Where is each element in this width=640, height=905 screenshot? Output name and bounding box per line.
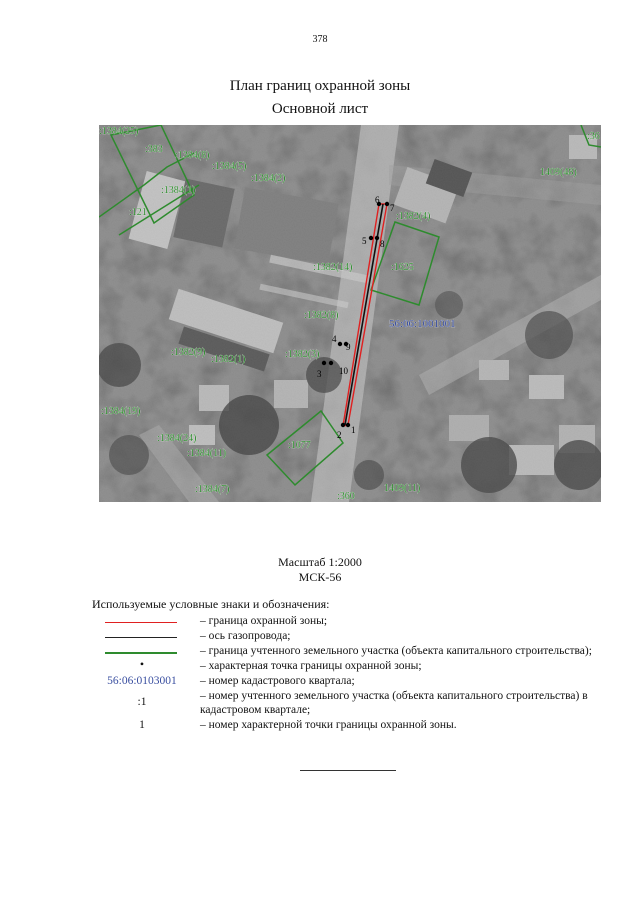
characteristic-point: [329, 361, 333, 365]
point-number-symbol: 1: [139, 719, 145, 731]
parcel-label: :1382(9): [171, 347, 206, 358]
legend-desc: – ось газопровода;: [200, 630, 291, 642]
point-symbol: •: [139, 657, 145, 671]
aerial-photo: [99, 125, 601, 502]
red-line-symbol: [105, 622, 177, 623]
parcel-label: :1384(7): [195, 484, 230, 495]
point-number: 3: [317, 369, 322, 379]
legend-desc: – номер кадастрового квартала;: [200, 675, 355, 687]
legend-item-parcel-number: [92, 689, 612, 717]
green-line-symbol: [105, 652, 177, 654]
parcel-label: :1384(2): [251, 173, 286, 184]
parcel-label: :1382(1): [211, 354, 246, 365]
point-number: 9: [346, 342, 351, 352]
legend-desc: – граница учтенного земельного участка (объекта капитального строительства);: [200, 645, 592, 657]
point-number: 8: [380, 239, 385, 249]
legend-heading: Используемые условные знаки и обозначения:: [92, 597, 330, 611]
cadastral-quarter-label: 56:06:1001001: [389, 318, 456, 330]
page-title: План границ охранной зоны: [229, 78, 411, 94]
point-number: 1: [351, 425, 356, 435]
map-svg: [99, 125, 601, 502]
parcel-label: :1384(1): [161, 185, 196, 196]
legend-item-protection-zone: [92, 614, 612, 628]
point-number: 7: [390, 203, 395, 213]
characteristic-point: [385, 202, 389, 206]
parcel-label: :1382(4): [396, 211, 431, 222]
legend-item-point-number: [92, 718, 612, 732]
legend-item-pipeline-axis: [92, 629, 612, 643]
parcel-label: 1409(11): [384, 483, 421, 494]
parcel-label: :1384(5): [212, 161, 247, 172]
point-number: 6: [375, 195, 380, 205]
page-subtitle: Основной лист: [271, 101, 369, 117]
parcel-label: :1382(3): [285, 349, 320, 360]
legend-item-cadastral-quarter: [92, 674, 612, 688]
parcel-label: :1384(8): [175, 150, 210, 161]
characteristic-point: [369, 236, 373, 240]
legend-desc: – характерная точка границы охранной зоны;: [200, 660, 422, 672]
legend-desc: – номер характерной точки границы охранной зоны.: [200, 719, 457, 731]
parcel-label: :1382(14): [313, 262, 353, 273]
crs-label: МСК-56: [298, 570, 342, 584]
dark-line-symbol: [105, 637, 177, 638]
parcel-label: :1077: [288, 440, 311, 451]
bottom-divider: [300, 770, 396, 771]
point-number: 5: [362, 236, 367, 246]
parcel-label: :1384(24): [157, 433, 197, 444]
page-number: 378: [312, 34, 328, 45]
characteristic-point: [322, 361, 326, 365]
parcel-label: :121: [129, 207, 147, 218]
parcel-label: :360: [337, 491, 355, 502]
legend: [92, 614, 612, 733]
point-number: 4: [332, 334, 337, 344]
parcel-label: :36: [587, 131, 600, 142]
legend-desc: – номер учтенного земельного участка (объекта капитального строительства) в кадастровом квартале;: [200, 690, 588, 716]
legend-item-parcel-boundary: [92, 644, 612, 658]
parcel-label: :1382(8): [304, 310, 339, 321]
parcel-label: :383: [145, 144, 163, 155]
legend-item-characteristic-point: [92, 659, 612, 673]
legend-symbol: [92, 629, 182, 643]
characteristic-point: [375, 236, 379, 240]
parcel-label: 1409(48): [540, 167, 577, 178]
characteristic-point: [346, 423, 350, 427]
parcel-label: :1625: [391, 262, 414, 273]
legend-desc: – граница охранной зоны;: [200, 615, 328, 627]
point-number: 2: [337, 430, 342, 440]
parcel-label: :1384(11): [187, 448, 227, 459]
parcel-label: :1384(25): [99, 126, 139, 137]
quarter-symbol: 56:06:0103001: [107, 675, 177, 687]
legend-symbol: [92, 614, 182, 628]
characteristic-point: [338, 342, 342, 346]
scale-block: [0, 555, 640, 585]
aerial-map: [99, 125, 601, 502]
characteristic-point: [341, 423, 345, 427]
point-number: 10: [339, 366, 348, 376]
legend-symbol: [92, 644, 182, 658]
parcel-number-symbol: :1: [137, 696, 147, 708]
scale-label: Масштаб 1:2000: [278, 555, 362, 569]
parcel-label: :1384(19): [101, 406, 141, 417]
